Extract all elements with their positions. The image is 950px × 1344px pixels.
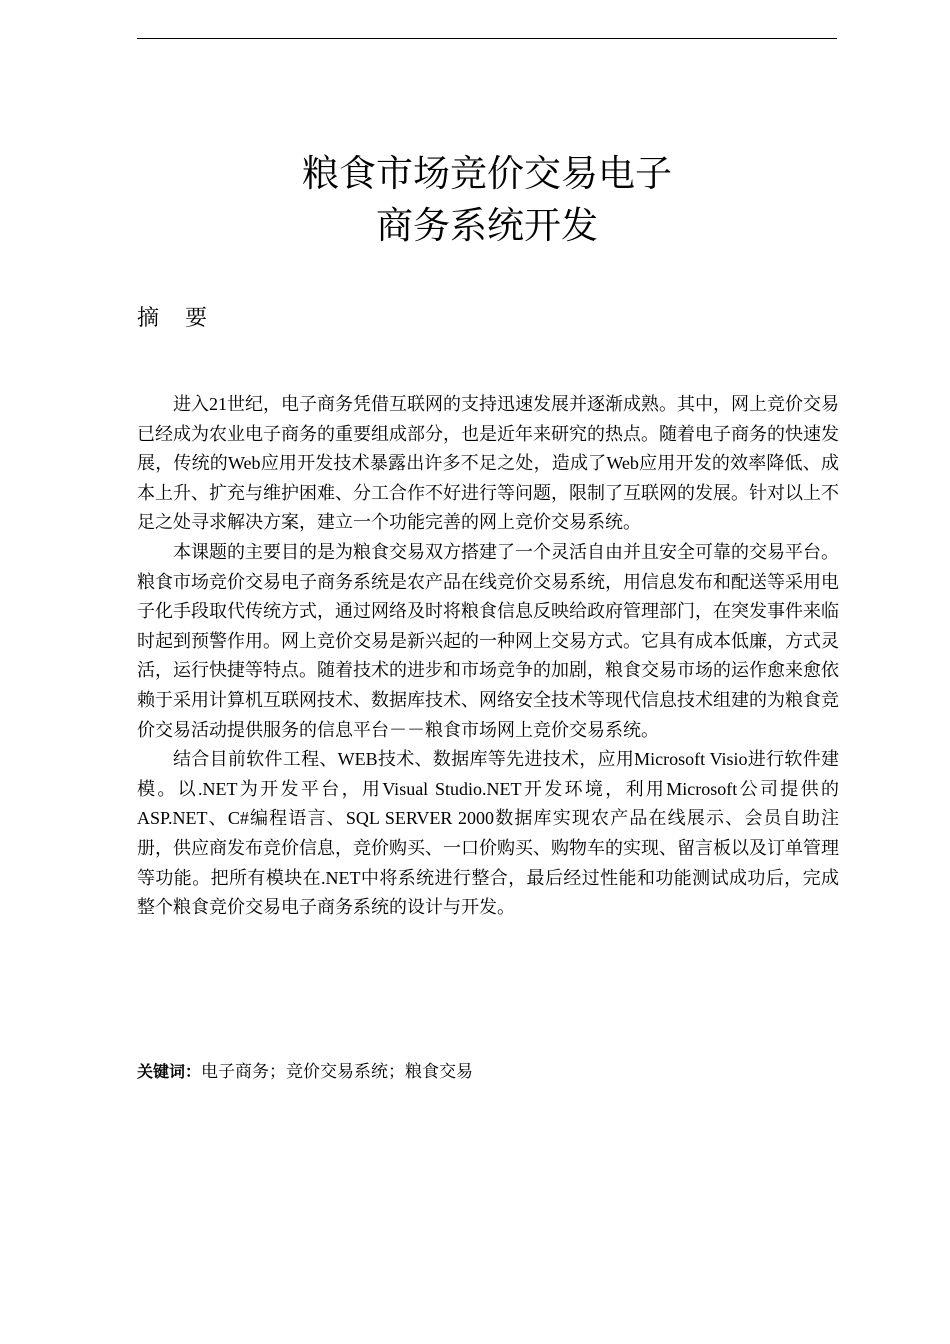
abstract-body bbox=[137, 390, 839, 923]
abstract-heading-char-2: 要 bbox=[185, 306, 208, 331]
abstract-heading-char-1: 摘 bbox=[137, 306, 160, 331]
abstract-heading bbox=[137, 303, 207, 335]
abstract-paragraph-3: 结合目前软件工程、WEB技术、数据库等先进技术，应用Microsoft Visio进行软件建模。以.NET为开发平台，用Visual Studio.NET开发环境，利用Microsoft公司提供的ASP.NET、C#编程语言、SQL SERVER 2000数据库实现农产品在线展示、会员自助注册，供应商发布竞价信息，竞价购买、一口价购买、购物车的实现、留言板以及订单管理等功能。把所有模块在.NET中将系统进行整合，最后经过性能和功能测试成功后，完成整个粮食竞价交易电子商务系统的设计与开发。 bbox=[137, 749, 839, 918]
abstract-paragraph-1: 进入21世纪，电子商务凭借互联网的支持迅速发展并逐渐成熟。其中，网上竞价交易已经成为农业电子商务的重要组成部分，也是近年来研究的热点。随着电子商务的快速发展，传统的Web应用开发技术暴露出许多不足之处，造成了Web应用开发的效率降低、成本上升、扩充与维护困难、分工合作不好进行等问题，限制了互联网的发展。针对以上不足之处寻求解决方案，建立一个功能完善的网上竞价交易系统。 bbox=[137, 394, 839, 533]
keywords-value: 电子商务；竞价交易系统；粮食交易 bbox=[201, 1062, 474, 1081]
document-title bbox=[137, 148, 837, 252]
keywords-line bbox=[137, 1058, 473, 1086]
title-line-1: 粮食市场竞价交易电子 bbox=[302, 152, 672, 195]
abstract-paragraph-2: 本课题的主要目的是为粮食交易双方搭建了一个灵活自由并且安全可靠的交易平台。粮食市场竞价交易电子商务系统是农产品在线竞价交易系统，用信息发布和配送等采用电子化手段取代传统方式，通过网络及时将粮食信息反映给政府管理部门，在突发事件来临时起到预警作用。网上竞价交易是新兴起的一种网上交易方式。它具有成本低廉，方式灵活，运行快捷等特点。随着技术的进步和市场竞争的加剧，粮食交易市场的运作愈来愈依赖于采用计算机互联网技术、数据库技术、网络安全技术等现代信息技术组建的为粮食竞价交易活动提供服务的信息平台－－粮食市场网上竞价交易系统。 bbox=[137, 541, 839, 740]
header-rule bbox=[137, 38, 837, 39]
title-line-2: 商务系统开发 bbox=[376, 204, 598, 247]
keywords-label: 关键词： bbox=[137, 1062, 202, 1081]
